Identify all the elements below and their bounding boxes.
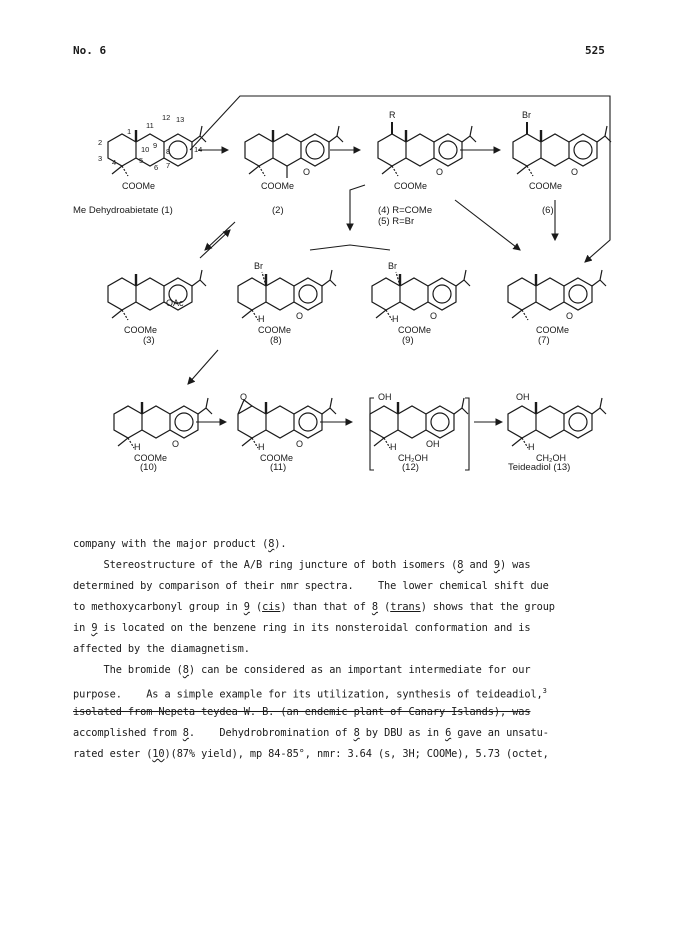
text-line-7: The bromide (8) can be considered as an important intermediate for our bbox=[73, 664, 531, 676]
compound-1-label: Me Dehydroabietate (1) bbox=[73, 205, 173, 216]
compound-13-label: Teideadiol (13) bbox=[508, 462, 571, 473]
compound-10-structure bbox=[114, 398, 212, 463]
svg-text:2: 2 bbox=[98, 138, 103, 147]
svg-text:COOMe: COOMe bbox=[398, 325, 432, 335]
svg-text:4: 4 bbox=[112, 158, 117, 167]
text-line-9: isolated from Nepeta teydea W. B. (an endemic plant of Canary Islands), was bbox=[73, 706, 531, 718]
compound-12-structure bbox=[370, 392, 468, 463]
svg-text:H: H bbox=[258, 442, 265, 452]
svg-text:Br: Br bbox=[388, 261, 397, 271]
text-line-6: affected by the diamagnetism. bbox=[73, 643, 250, 655]
text-line-2: Stereostructure of the A/B ring juncture of both isomers (8 and 9) was bbox=[73, 559, 531, 571]
compound-5-label: (5) R=Br bbox=[378, 216, 415, 227]
compound-2-structure bbox=[245, 126, 343, 191]
text-line-11: rated ester (10)(87% yield), mp 84-85°, nmr: 3.64 (s, 3H; COOMe), 5.73 (octet, bbox=[73, 748, 549, 760]
compound-4-label: (4) R=COMe bbox=[378, 205, 433, 216]
compound-1-structure bbox=[98, 113, 206, 191]
svg-text:CH₂OH: CH₂OH bbox=[536, 453, 566, 463]
text-line-5: in 9 is located on the benzene ring in its nonsteroidal conformation and is bbox=[73, 622, 531, 634]
svg-text:COOMe: COOMe bbox=[529, 181, 563, 191]
svg-text:O: O bbox=[571, 167, 579, 177]
compound-9-label: (9) bbox=[402, 335, 414, 346]
svg-text:O: O bbox=[303, 167, 311, 177]
body-text bbox=[73, 534, 613, 765]
svg-text:O: O bbox=[566, 311, 574, 321]
svg-text:COOMe: COOMe bbox=[258, 325, 292, 335]
compound-3-label: (3) bbox=[143, 335, 155, 346]
svg-text:OH: OH bbox=[378, 392, 392, 402]
text-line-3: determined by comparison of their nmr spectra. The lower chemical shift due bbox=[73, 580, 549, 592]
svg-text:Br: Br bbox=[254, 261, 263, 271]
compound-7-label: (7) bbox=[538, 335, 550, 346]
svg-text:O: O bbox=[296, 439, 304, 449]
compound-13-structure bbox=[508, 392, 606, 463]
svg-text:6: 6 bbox=[154, 163, 159, 172]
svg-text:COOMe: COOMe bbox=[536, 325, 570, 335]
svg-text:3: 3 bbox=[98, 154, 103, 163]
svg-text:H: H bbox=[258, 314, 265, 324]
compound-2-label: (2) bbox=[272, 205, 284, 216]
svg-text:COOMe: COOMe bbox=[394, 181, 428, 191]
svg-text:COOMe: COOMe bbox=[134, 453, 168, 463]
text-line-8: purpose. As a simple example for its utilization, synthesis of teideadiol,$^3$ bbox=[73, 687, 547, 701]
compound-6-structure bbox=[513, 110, 611, 191]
svg-text:1: 1 bbox=[127, 127, 132, 136]
svg-text:O: O bbox=[436, 167, 444, 177]
compound-10-label: (10) bbox=[140, 462, 157, 473]
svg-text:OH: OH bbox=[516, 392, 530, 402]
compound-6-label: (6) bbox=[542, 205, 554, 216]
svg-text:12: 12 bbox=[162, 113, 171, 122]
svg-text:14: 14 bbox=[194, 145, 203, 154]
reaction-arrows bbox=[188, 96, 610, 422]
svg-text:H: H bbox=[528, 442, 535, 452]
compound-11-structure bbox=[238, 392, 336, 463]
svg-text:R: R bbox=[389, 110, 396, 120]
svg-text:H: H bbox=[134, 442, 141, 452]
svg-text:OAc: OAc bbox=[166, 298, 184, 308]
text-line-4: to methoxycarbonyl group in 9 (cis) than that of 8 (trans) shows that the group bbox=[73, 601, 555, 613]
coome-label: COOMe bbox=[122, 181, 156, 191]
svg-text:COOMe: COOMe bbox=[124, 325, 158, 335]
svg-text:O: O bbox=[430, 311, 438, 321]
compound-8-label: (8) bbox=[270, 335, 282, 346]
compound-9-structure bbox=[372, 261, 470, 335]
page-number: 525 bbox=[585, 44, 605, 57]
compound-7-structure bbox=[508, 270, 606, 335]
svg-text:O: O bbox=[296, 311, 304, 321]
svg-text:H: H bbox=[390, 442, 397, 452]
text-line-1: company with the major product (8). bbox=[73, 538, 287, 550]
svg-text:Br: Br bbox=[522, 110, 531, 120]
svg-text:10: 10 bbox=[141, 145, 150, 154]
svg-text:7: 7 bbox=[166, 161, 171, 170]
text-line-10: accomplished from 8. Dehydrobromination of 8 by DBU as in 6 gave an unsatu- bbox=[73, 727, 549, 739]
svg-text:O: O bbox=[172, 439, 180, 449]
svg-text:O: O bbox=[240, 392, 248, 402]
compound-12-label: (12) bbox=[402, 462, 419, 473]
compound-8-structure bbox=[238, 261, 336, 335]
svg-text:5: 5 bbox=[139, 156, 144, 165]
svg-text:8: 8 bbox=[166, 147, 171, 156]
journal-number: No. 6 bbox=[73, 44, 107, 57]
svg-text:9: 9 bbox=[153, 141, 158, 150]
svg-text:CH₂OH: CH₂OH bbox=[398, 453, 428, 463]
svg-text:COOMe: COOMe bbox=[261, 181, 295, 191]
svg-text:11: 11 bbox=[146, 121, 154, 130]
svg-text:H: H bbox=[392, 314, 399, 324]
compound-3-structure bbox=[108, 270, 206, 335]
svg-text:COOMe: COOMe bbox=[260, 453, 294, 463]
svg-text:OH: OH bbox=[426, 439, 440, 449]
svg-text:13: 13 bbox=[176, 115, 185, 124]
compound-11-label: (11) bbox=[270, 462, 287, 473]
